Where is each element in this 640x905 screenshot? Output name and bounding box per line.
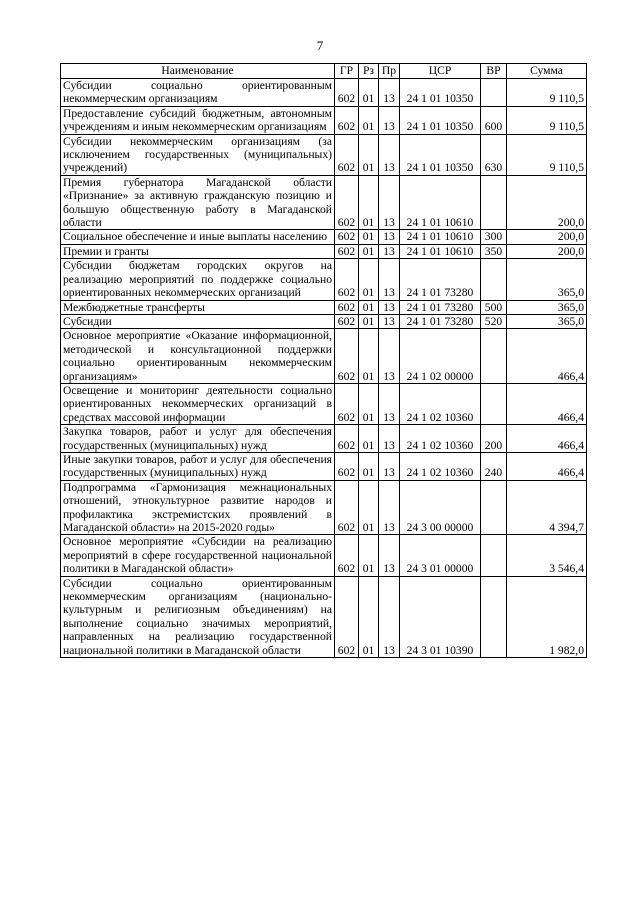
cell-pr: 13	[379, 244, 400, 258]
cell-sum: 3 546,4	[507, 535, 587, 576]
cell-name: Субсидии бюджетам городских округов на реализацию мероприятий по поддержке социально ориентированных некоммерческих организаций	[61, 259, 335, 300]
cell-rz: 01	[359, 535, 379, 576]
table-row	[61, 230, 587, 244]
table-row	[61, 79, 587, 107]
cell-gr: 602	[335, 300, 359, 314]
cell-rz: 01	[359, 480, 379, 535]
cell-gr: 602	[335, 425, 359, 453]
cell-pr: 13	[379, 134, 400, 175]
cell-gr: 602	[335, 134, 359, 175]
table-row	[61, 329, 587, 384]
table-row	[61, 244, 587, 258]
cell-name: Предоставление субсидий бюджетным, автономным учреждениям и иным некоммерческим организациям	[61, 106, 335, 134]
table-row	[61, 175, 587, 230]
table-row	[61, 383, 587, 424]
cell-rz: 01	[359, 134, 379, 175]
cell-vr: 600	[481, 106, 507, 134]
cell-gr: 602	[335, 383, 359, 424]
cell-gr: 602	[335, 259, 359, 300]
cell-pr: 13	[379, 314, 400, 328]
cell-gr: 602	[335, 576, 359, 657]
cell-name: Иные закупки товаров, работ и услуг для обеспечения государственных (муниципальных) нужд	[61, 452, 335, 480]
cell-csr: 24 1 01 10610	[400, 244, 481, 258]
cell-name: Межбюджетные трансферты	[61, 300, 335, 314]
table-row	[61, 314, 587, 328]
cell-name: Социальное обеспечение и иные выплаты населению	[61, 230, 335, 244]
cell-csr: 24 1 02 10360	[400, 452, 481, 480]
cell-csr: 24 1 02 10360	[400, 383, 481, 424]
cell-rz: 01	[359, 175, 379, 230]
cell-name: Закупка товаров, работ и услуг для обеспечения государственных (муниципальных) нужд	[61, 425, 335, 453]
cell-vr	[481, 329, 507, 384]
cell-csr: 24 1 02 00000	[400, 329, 481, 384]
cell-vr: 630	[481, 134, 507, 175]
cell-rz: 01	[359, 230, 379, 244]
table-row	[61, 535, 587, 576]
cell-rz: 01	[359, 576, 379, 657]
cell-pr: 13	[379, 480, 400, 535]
cell-pr: 13	[379, 230, 400, 244]
cell-vr	[481, 383, 507, 424]
cell-pr: 13	[379, 535, 400, 576]
table-row	[61, 452, 587, 480]
cell-rz: 01	[359, 244, 379, 258]
cell-rz: 01	[359, 259, 379, 300]
header-vr: ВР	[481, 64, 507, 79]
cell-csr: 24 1 01 73280	[400, 259, 481, 300]
cell-sum: 9 110,5	[507, 134, 587, 175]
cell-name: Субсидии социально ориентированным некоммерческим организациям (национально-культурным и религиозным объединениям) на выполнение социально значимых мероприятий, направленных на реализацию государственной национальной политики в Магаданской области	[61, 576, 335, 657]
cell-name: Основное мероприятие «Оказание информационной, методической и консультационной поддержки социально ориентированным некоммерческим организациям»	[61, 329, 335, 384]
cell-pr: 13	[379, 300, 400, 314]
cell-sum: 9 110,5	[507, 79, 587, 107]
page-number: 7	[316, 38, 324, 53]
cell-sum: 200,0	[507, 175, 587, 230]
cell-vr	[481, 480, 507, 535]
cell-gr: 602	[335, 535, 359, 576]
cell-gr: 602	[335, 329, 359, 384]
cell-sum: 466,4	[507, 452, 587, 480]
table-body	[61, 79, 587, 658]
header-sum: Сумма	[507, 64, 587, 79]
cell-sum: 466,4	[507, 383, 587, 424]
cell-rz: 01	[359, 300, 379, 314]
cell-vr	[481, 79, 507, 107]
cell-csr: 24 1 01 10350	[400, 134, 481, 175]
cell-gr: 602	[335, 79, 359, 107]
table-row	[61, 425, 587, 453]
cell-pr: 13	[379, 79, 400, 107]
cell-pr: 13	[379, 259, 400, 300]
cell-gr: 602	[335, 230, 359, 244]
cell-name: Субсидии	[61, 314, 335, 328]
header-row	[61, 64, 587, 79]
cell-rz: 01	[359, 452, 379, 480]
cell-sum: 466,4	[507, 425, 587, 453]
cell-vr	[481, 175, 507, 230]
cell-vr: 520	[481, 314, 507, 328]
cell-vr: 240	[481, 452, 507, 480]
cell-rz: 01	[359, 383, 379, 424]
cell-csr: 24 1 01 10610	[400, 230, 481, 244]
cell-csr: 24 1 01 73280	[400, 300, 481, 314]
cell-pr: 13	[379, 329, 400, 384]
cell-vr: 200	[481, 425, 507, 453]
cell-sum: 365,0	[507, 300, 587, 314]
cell-sum: 4 394,7	[507, 480, 587, 535]
cell-name: Подпрограмма «Гармонизация межнациональных отношений, этнокультурное развитие народов и профилактика экстремистских проявлений в Магаданской области» на 2015-2020 годы»	[61, 480, 335, 535]
cell-name: Основное мероприятие «Субсидии на реализацию мероприятий в сфере государственной национальной политики в Магаданской области»	[61, 535, 335, 576]
cell-gr: 602	[335, 106, 359, 134]
table-row	[61, 259, 587, 300]
header-csr: ЦСР	[400, 64, 481, 79]
cell-vr: 350	[481, 244, 507, 258]
cell-csr: 24 3 01 00000	[400, 535, 481, 576]
cell-csr: 24 3 00 00000	[400, 480, 481, 535]
cell-name: Премия губернатора Магаданской области «Признание» за активную гражданскую позицию и большую общественную работу в Магаданской области	[61, 175, 335, 230]
cell-vr	[481, 535, 507, 576]
header-gr: ГР	[335, 64, 359, 79]
cell-rz: 01	[359, 106, 379, 134]
cell-csr: 24 1 01 10610	[400, 175, 481, 230]
cell-sum: 200,0	[507, 244, 587, 258]
table-row	[61, 134, 587, 175]
table-row	[61, 106, 587, 134]
cell-csr: 24 3 01 10390	[400, 576, 481, 657]
cell-sum: 466,4	[507, 329, 587, 384]
table-header	[61, 64, 587, 79]
cell-pr: 13	[379, 452, 400, 480]
cell-rz: 01	[359, 314, 379, 328]
header-name: Наименование	[61, 64, 335, 79]
header-pr: Пр	[379, 64, 400, 79]
cell-gr: 602	[335, 175, 359, 230]
cell-name: Премии и гранты	[61, 244, 335, 258]
cell-sum: 9 110,5	[507, 106, 587, 134]
cell-name: Субсидии социально ориентированным некоммерческим организациям	[61, 79, 335, 107]
cell-pr: 13	[379, 576, 400, 657]
cell-gr: 602	[335, 244, 359, 258]
header-rz: Рз	[359, 64, 379, 79]
table-row	[61, 576, 587, 657]
cell-rz: 01	[359, 425, 379, 453]
table-row	[61, 300, 587, 314]
table-row	[61, 480, 587, 535]
cell-gr: 602	[335, 314, 359, 328]
cell-pr: 13	[379, 425, 400, 453]
cell-vr: 300	[481, 230, 507, 244]
cell-vr	[481, 259, 507, 300]
cell-sum: 1 982,0	[507, 576, 587, 657]
cell-rz: 01	[359, 79, 379, 107]
cell-csr: 24 1 02 10360	[400, 425, 481, 453]
budget-table	[60, 63, 587, 658]
cell-pr: 13	[379, 106, 400, 134]
cell-pr: 13	[379, 175, 400, 230]
cell-name: Освещение и мониторинг деятельности социально ориентированных некоммерческих организаций в средствах массовой информации	[61, 383, 335, 424]
cell-rz: 01	[359, 329, 379, 384]
cell-pr: 13	[379, 383, 400, 424]
cell-csr: 24 1 01 10350	[400, 106, 481, 134]
cell-vr	[481, 576, 507, 657]
cell-gr: 602	[335, 452, 359, 480]
cell-csr: 24 1 01 73280	[400, 314, 481, 328]
cell-csr: 24 1 01 10350	[400, 79, 481, 107]
cell-gr: 602	[335, 480, 359, 535]
cell-sum: 365,0	[507, 314, 587, 328]
cell-vr: 500	[481, 300, 507, 314]
cell-sum: 365,0	[507, 259, 587, 300]
cell-sum: 200,0	[507, 230, 587, 244]
cell-name: Субсидии некоммерческим организациям (за исключением государственных (муниципальных) учреждений)	[61, 134, 335, 175]
